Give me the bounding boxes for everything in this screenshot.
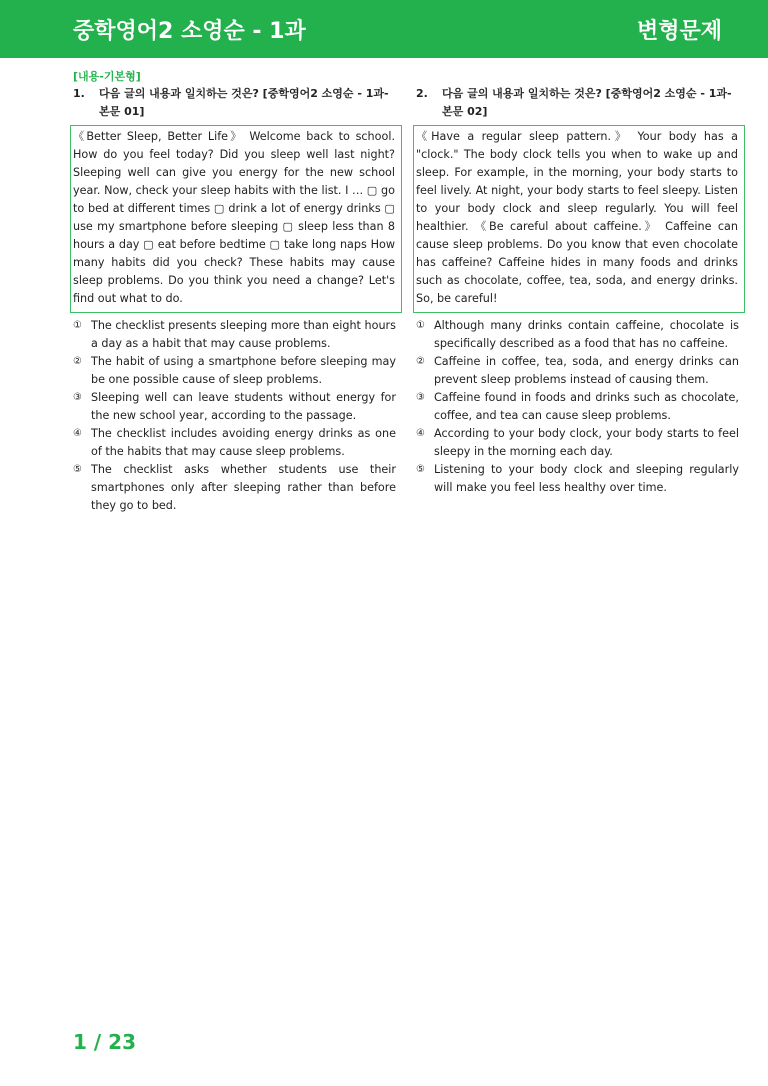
option-number: ④ <box>73 428 82 439</box>
option-text: The checklist includes avoiding energy drinks as one of the habits that may cause sleep problems. <box>91 427 396 458</box>
question-1-header <box>73 85 396 121</box>
question-2 <box>416 85 739 497</box>
option <box>416 317 739 353</box>
question-1 <box>73 85 396 515</box>
question-2-header <box>416 85 739 121</box>
question-1-options <box>73 317 396 515</box>
option <box>416 389 739 425</box>
header-section-label: 변형문제 <box>636 19 722 44</box>
question-1-number: 1. <box>73 87 85 100</box>
option-number: ① <box>73 320 82 331</box>
option-text: The checklist asks whether students use their smartphones only after sleeping rather than before they go to bed. <box>91 463 396 512</box>
question-1-passage: 《Better Sleep, Better Life》 Welcome back to school. How do you feel today? Did you sleep well last night? Sleeping well can give you energy for the new school year. Now, check your sleep habits with the list. I … ▢ go to bed at different times ▢ drink a lot of energy drinks ▢ use my smartphone before sleeping ▢ sleep less than 8 hours a day ▢ eat before bedtime ▢ take long naps How many habits did you check? These habits may cause sleep problems. Do you think you need a change? Let's find out what to do. <box>70 125 402 313</box>
option-number: ⑤ <box>73 464 82 475</box>
option-text: Listening to your body clock and sleeping regularly will make you feel less healthy over time. <box>434 463 739 494</box>
page-number: 1 / 23 <box>73 1030 136 1054</box>
question-2-number: 2. <box>416 87 428 100</box>
option-text: Caffeine in coffee, tea, soda, and energy drinks can prevent sleep problems instead of causing them. <box>434 355 739 386</box>
option <box>73 461 396 515</box>
option-text: The checklist presents sleeping more than eight hours a day as a habit that may cause problems. <box>91 319 396 350</box>
option <box>416 425 739 461</box>
header-title: 중학영어2 소영순 - 1과 <box>73 19 306 44</box>
option-text: Although many drinks contain caffeine, chocolate is specifically described as a food that has no caffeine. <box>434 319 739 350</box>
question-2-prompt: 다음 글의 내용과 일치하는 것은? [중학영어2 소영순 - 1과-본문 02] <box>442 87 732 118</box>
option <box>73 317 396 353</box>
option <box>416 461 739 497</box>
option-number: ③ <box>416 392 425 403</box>
question-category: [내용-기본형] <box>73 70 141 83</box>
option-number: ⑤ <box>416 464 425 475</box>
question-2-options <box>416 317 739 497</box>
page-header <box>0 0 768 58</box>
option-text: According to your body clock, your body starts to feel sleepy in the morning each day. <box>434 427 739 458</box>
option-number: ④ <box>416 428 425 439</box>
option-text: Caffeine found in foods and drinks such as chocolate, coffee, and tea can cause sleep problems. <box>434 391 739 422</box>
option-number: ② <box>73 356 82 367</box>
question-1-prompt: 다음 글의 내용과 일치하는 것은? [중학영어2 소영순 - 1과-본문 01] <box>99 87 389 118</box>
option <box>73 353 396 389</box>
option-number: ② <box>416 356 425 367</box>
question-2-passage: 《Have a regular sleep pattern.》 Your body has a "clock." The body clock tells you when to wake up and sleep. For example, in the morning, your body starts to feel lively. At night, your body starts to feel sleepy. Listen to your body clock and sleep regularly. You will feel healthier. 《Be careful about caffeine.》 Caffeine can cause sleep problems. Do you know that even chocolate has caffeine? Caffeine hides in many foods and drinks such as chocolate, coffee, tea, soda, and energy drinks. So, be careful! <box>413 125 745 313</box>
option <box>73 425 396 461</box>
option-text: The habit of using a smartphone before sleeping may be one possible cause of sleep problems. <box>91 355 396 386</box>
option <box>416 353 739 389</box>
option-number: ① <box>416 320 425 331</box>
option-text: Sleeping well can leave students without energy for the new school year, according to the passage. <box>91 391 396 422</box>
option-number: ③ <box>73 392 82 403</box>
option <box>73 389 396 425</box>
